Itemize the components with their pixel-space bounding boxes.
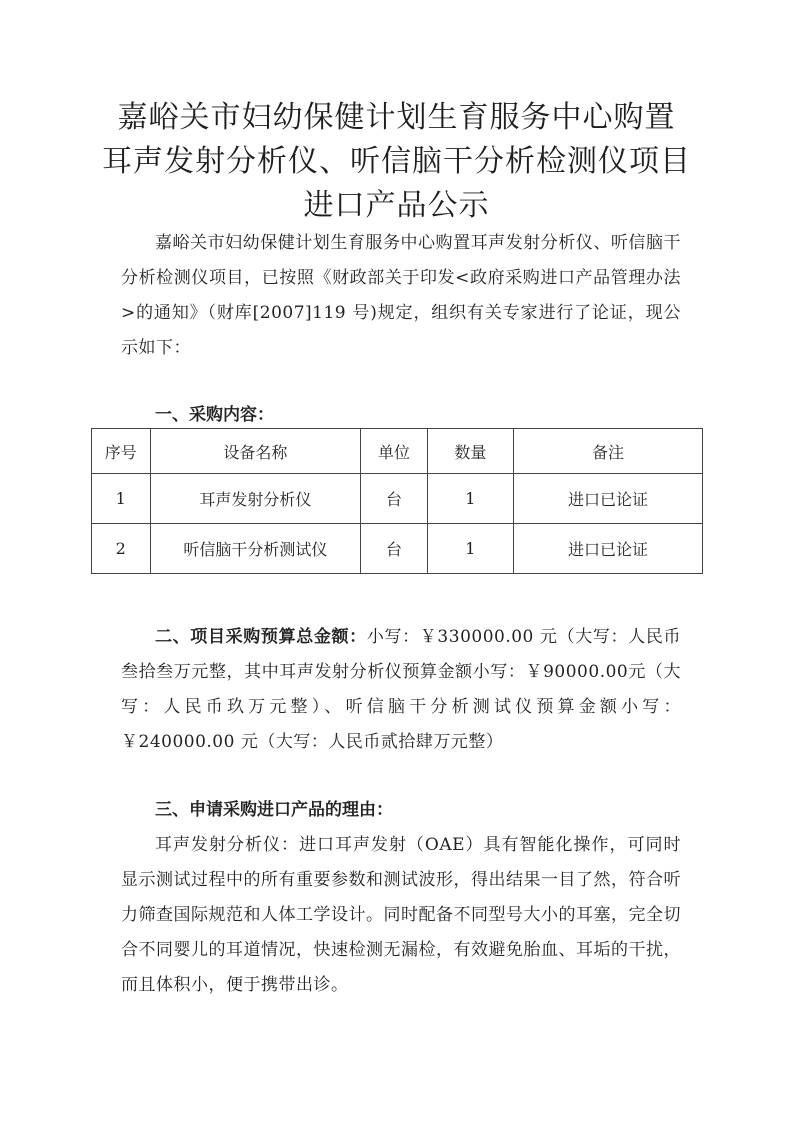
header-device-name: 设备名称 <box>150 429 361 474</box>
budget-text: 小写：￥330000.00 元（大写：人民币叁拾叁万元整，其中耳声发射分析仪预算金额小写：￥90000.00元（大写：人民币玖万元整）、听信脑干分析测试仪预算金额小写：￥240000.00 元（大写：人民币贰拾肆万元整） <box>121 627 681 752</box>
title-line-1: 嘉峪关市妇幼保健计划生育服务中心购置 <box>117 100 676 135</box>
cell-remark: 进口已论证 <box>513 474 702 524</box>
intro-paragraph <box>121 226 681 366</box>
cell-quantity: 1 <box>427 524 513 574</box>
document-title <box>90 96 703 228</box>
cell-device-name: 听信脑干分析测试仪 <box>150 524 361 574</box>
intro-text: 嘉峪关市妇幼保健计划生育服务中心购置耳声发射分析仪、听信脑干分析检测仪项目，已按照《财政部关于印发<政府采购进口产品管理办法>的通知》（财库[2007]119 号)规定，组织有关专家进行了论证，现公示如下： <box>121 233 681 358</box>
cell-device-name: 耳声发射分析仪 <box>150 474 361 524</box>
cell-unit: 台 <box>361 474 427 524</box>
header-remark: 备注 <box>513 429 702 474</box>
section1-heading: 一、采购内容： <box>155 405 274 425</box>
reason-text: 耳声发射分析仪：进口耳声发射（OAE）具有智能化操作，可同时显示测试过程中的所有重要参数和测试波形，得出结果一目了然，符合听力筛查国际规范和人体工学设计。同时配备不同型号大小的耳塞，完全切合不同婴儿的耳道情况，快速检测无漏检，有效避免胎血、耳垢的干扰，而且体积小，便于携带出诊。 <box>121 835 681 995</box>
table-row <box>92 524 703 574</box>
header-quantity: 数量 <box>427 429 513 474</box>
reason-paragraph <box>121 828 681 1003</box>
table-header-row <box>92 429 703 474</box>
cell-remark: 进口已论证 <box>513 524 702 574</box>
table-row <box>92 474 703 524</box>
procurement-table <box>91 428 703 574</box>
budget-paragraph <box>121 620 681 760</box>
section3-heading: 三、申请采购进口产品的理由： <box>155 800 393 820</box>
header-unit: 单位 <box>361 429 427 474</box>
title-line-3: 进口产品公示 <box>303 188 490 223</box>
cell-unit: 台 <box>361 524 427 574</box>
section2-heading: 二、项目采购预算总金额： <box>155 627 367 647</box>
cell-index: 1 <box>92 474 151 524</box>
cell-quantity: 1 <box>427 474 513 524</box>
cell-index: 2 <box>92 524 151 574</box>
header-index: 序号 <box>92 429 151 474</box>
title-line-2: 耳声发射分析仪、听信脑干分析检测仪项目 <box>102 144 691 179</box>
